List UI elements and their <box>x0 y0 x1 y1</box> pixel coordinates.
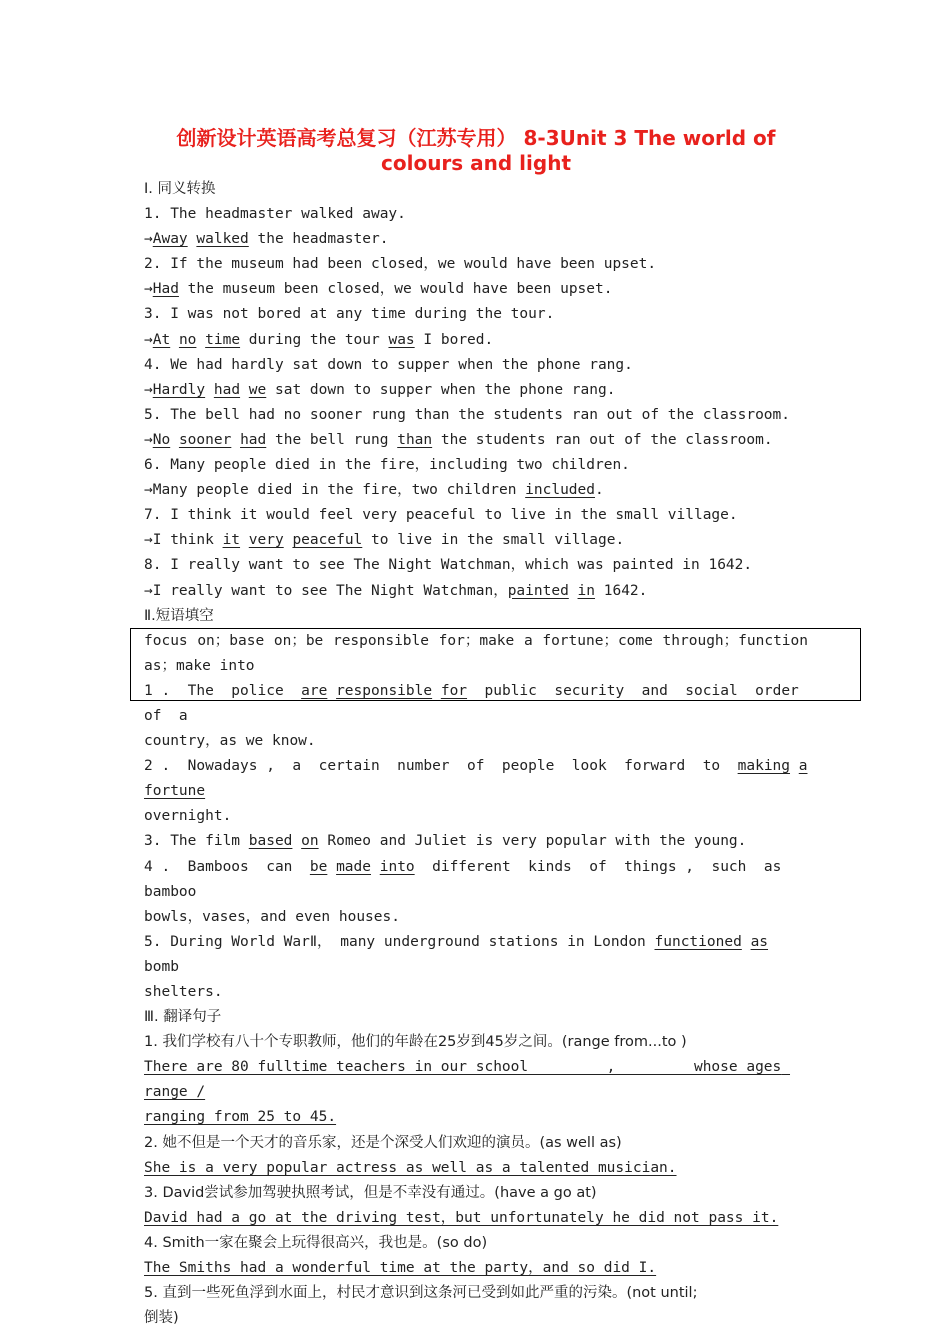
s2-q5 <box>144 930 808 980</box>
answer-rest: I bored. <box>414 331 494 348</box>
question-pre: 2 . Nowadays , a certain number of people look forward to <box>144 758 738 775</box>
answer-rest: the museum been closed，we would have been upset. <box>178 281 613 298</box>
answer-blank: no <box>178 331 197 348</box>
s1-q6: 6. Many people died in the fire，including two children. <box>144 457 630 474</box>
s2-q5-cont: shelters. <box>144 984 223 1000</box>
s2-q2-cont: overnight. <box>144 808 232 825</box>
page-title <box>144 126 808 176</box>
answer-blank: was <box>388 331 415 348</box>
s1-q2-answer <box>144 277 808 302</box>
answer-pre: →I really want to see The Night Watchman， <box>144 582 508 599</box>
answer-blank: had <box>240 431 267 448</box>
title-line-1: 创新设计英语高考总复习（江苏专用） 8-3Unit 3 The world of <box>176 126 776 150</box>
arrow: → <box>144 431 153 448</box>
answer-blank: in <box>577 582 596 599</box>
answer-blank: are <box>301 682 328 699</box>
document-page <box>144 126 817 1331</box>
answer-rest: 1642. <box>595 582 648 599</box>
s1-q5-answer <box>144 428 808 453</box>
answer-blank: very <box>248 532 284 549</box>
answer-blank: made <box>336 858 371 875</box>
arrow: → <box>144 281 153 298</box>
answer-blank: as <box>750 933 769 950</box>
s3-q3-answer: David had a go at the driving test，but unfortunately he did not pass it. <box>144 1209 779 1226</box>
answer-rest: the headmaster. <box>248 231 389 248</box>
question-rest: bomb <box>144 933 777 975</box>
question-pre: 5. During World WarⅡ， many underground stations in London <box>144 933 655 950</box>
s2-q3 <box>144 829 808 854</box>
s1-q1: 1. The headmaster walked away. <box>144 206 406 223</box>
section2-heading: Ⅱ.短语填空 <box>144 607 214 624</box>
answer-blank: No <box>152 431 171 448</box>
answer-blank: than <box>397 431 433 448</box>
s1-q3: 3. I was not bored at any time during the tour. <box>144 306 555 323</box>
s3-q4-answer: The Smiths had a wonderful time at the party，and so did I. <box>144 1260 657 1277</box>
s1-q3-answer <box>144 328 808 353</box>
s1-q1-answer <box>144 227 808 252</box>
answer-blank: sooner <box>178 431 232 448</box>
s2-q1-cont: country，as we know. <box>144 733 316 750</box>
answer-blank: had <box>213 381 241 398</box>
answer-blank: included <box>525 482 595 499</box>
answer-blank: based <box>248 833 293 850</box>
answer-blank: it <box>222 532 241 549</box>
arrow: → <box>144 381 153 398</box>
answer-blank: Hardly <box>152 381 206 398</box>
s1-q5: 5. The bell had no sooner rung than the students ran out of the classroom. <box>144 406 791 423</box>
section3-heading: Ⅲ. 翻译句子 <box>144 1009 222 1026</box>
question-pre: 4 . Bamboos can <box>144 858 310 875</box>
phrase-box-line-2: as；make into <box>144 657 255 674</box>
answer-blank: fortune <box>144 783 206 800</box>
s3-q5-prompt: 5. 直到一些死鱼浮到水面上，村民才意识到这条河已受到如此严重的污染。(not until; <box>144 1285 698 1302</box>
s1-q7: 7. I think it would feel very peaceful to live in the small village. <box>144 507 738 524</box>
s1-q7-answer <box>144 528 808 553</box>
s3-q1-answer-2: ranging from 25 to 45. <box>144 1109 337 1126</box>
s1-q2: 2. If the museum had been closed，we would have been upset. <box>144 256 657 273</box>
answer-mid: the bell rung <box>266 431 398 448</box>
s3-q1-prompt: 1. 我们学校有八十个专职教师，他们的年龄在25岁到45岁之间。(range from...to ) <box>144 1034 687 1051</box>
s1-q4-answer <box>144 378 808 403</box>
arrow: → <box>144 331 153 348</box>
title-line-2: colours and light <box>381 151 571 175</box>
s1-q6-answer <box>144 478 808 503</box>
answer-blank: we <box>248 381 267 398</box>
answer-blank: Away <box>152 231 188 248</box>
answer-rest: the students ran out of the classroom. <box>432 431 773 448</box>
answer-blank: At <box>152 331 171 348</box>
answer-blank: on <box>301 833 319 850</box>
answer-blank: walked <box>196 231 249 248</box>
answer-rest: to live in the small village. <box>362 532 625 549</box>
answer-blank: making <box>737 758 791 775</box>
phrase-box-line-1: focus on；base on；be responsible for；make a fortune；come through；function <box>144 632 808 649</box>
answer-blank: time <box>205 331 241 348</box>
answer-blank: functioned <box>654 933 742 950</box>
s1-q8-answer <box>144 579 808 604</box>
answer-blank: for <box>440 682 468 699</box>
s3-q3-prompt: 3. David尝试参加驾驶执照考试，但是不幸没有通过。(have a go at) <box>144 1184 597 1201</box>
s3-q2-answer: She is a very popular actress as well as a talented musician. <box>144 1159 677 1176</box>
answer-pre: →Many people died in the fire，two children <box>144 482 526 499</box>
answer-blank: into <box>379 858 415 875</box>
question-rest: different kinds of things , such as bamboo <box>144 858 799 900</box>
answer-blank: be <box>309 858 328 875</box>
s3-q4-prompt: 4. Smith一家在聚会上玩得很高兴，我也是。(so do) <box>144 1234 488 1251</box>
answer-blank: responsible <box>336 682 433 699</box>
answer-blank: peaceful <box>292 532 363 549</box>
question-pre: 3. The film <box>144 833 249 850</box>
answer-blank: a <box>798 758 808 775</box>
section1-heading: Ⅰ. 同义转换 <box>144 181 216 197</box>
question-rest: Romeo and Juliet is very popular with the young. <box>318 833 747 850</box>
s3-q5-prompt-cont: 倒装) <box>144 1310 179 1327</box>
answer-blank: painted <box>507 582 569 599</box>
s2-q1 <box>144 679 817 729</box>
s3-q2-prompt: 2. 她不但是一个天才的音乐家，还是个深受人们欢迎的演员。(as well as) <box>144 1134 622 1151</box>
answer-rest: . <box>595 482 604 499</box>
s1-q4: 4. We had hardly sat down to supper when the phone rang. <box>144 356 633 373</box>
question-rest: public security and social order of a <box>144 682 817 724</box>
question-pre: 1 . The police <box>144 682 302 699</box>
answer-mid: during the tour <box>240 331 389 348</box>
s2-q2 <box>144 754 808 804</box>
s2-q4-cont: bowls，vases，and even houses. <box>144 908 400 925</box>
answer-pre: →I think <box>144 532 223 549</box>
arrow: → <box>144 231 153 248</box>
answer-rest: sat down to supper when the phone rang. <box>266 381 616 398</box>
s1-q8: 8. I really want to see The Night Watchman，which was painted in 1642. <box>144 557 753 574</box>
s3-q1-answer-1: There are 80 fulltime teachers in our school , whose ages range / <box>144 1059 791 1101</box>
s2-q4 <box>144 855 808 905</box>
answer-blank: Had <box>152 281 179 298</box>
